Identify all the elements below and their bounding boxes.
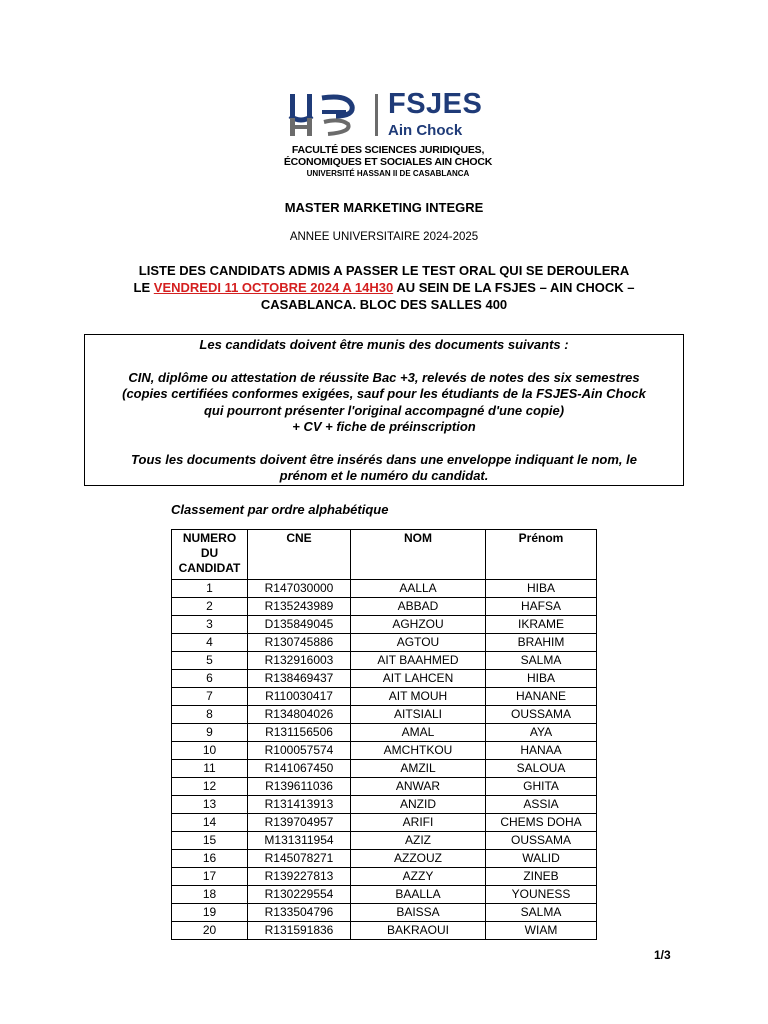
cell-number: 1 [172, 580, 248, 598]
cell-prenom: GHITA [486, 778, 597, 796]
cell-cne: R131591836 [248, 922, 351, 940]
table-row [172, 904, 597, 922]
cell-nom: AMZIL [351, 760, 486, 778]
university-emblem-icon [288, 92, 370, 138]
cell-number: 16 [172, 850, 248, 868]
cell-number: 4 [172, 634, 248, 652]
cell-prenom: WIAM [486, 922, 597, 940]
fsjes-logo [283, 88, 493, 184]
cell-number: 11 [172, 760, 248, 778]
cell-number: 20 [172, 922, 248, 940]
cell-cne: M131311954 [248, 832, 351, 850]
notice-intro: Les candidats doivent être munis des documents suivants : [199, 337, 569, 352]
cell-prenom: BRAHIM [486, 634, 597, 652]
cell-nom: AZZY [351, 868, 486, 886]
cell-number: 14 [172, 814, 248, 832]
cell-prenom: SALMA [486, 904, 597, 922]
faculty-line-1: FACULTÉ DES SCIENCES JURIDIQUES, [291, 144, 485, 156]
faculty-line-2: ÉCONOMIQUES ET SOCIALES AIN CHOCK [283, 156, 493, 168]
cell-nom: AGHZOU [351, 616, 486, 634]
cell-nom: AMCHTKOU [351, 742, 486, 760]
table-row [172, 832, 597, 850]
cell-prenom: HANANE [486, 688, 597, 706]
cell-prenom: IKRAME [486, 616, 597, 634]
documents-notice-box [84, 334, 684, 486]
cell-cne: R139704957 [248, 814, 351, 832]
candidates-table [171, 529, 597, 940]
notice-envelope-line-1: Tous les documents doivent être insérés dans une enveloppe indiquant le nom, le [131, 451, 637, 467]
logo-subtitle: Ain Chock [388, 122, 463, 139]
cell-number: 13 [172, 796, 248, 814]
table-row [172, 688, 597, 706]
table-row [172, 850, 597, 868]
sort-order-label: Classement par ordre alphabétique [171, 502, 389, 517]
cell-prenom: AYA [486, 724, 597, 742]
table-header-row [172, 530, 597, 580]
cell-number: 3 [172, 616, 248, 634]
cell-cne: R139611036 [248, 778, 351, 796]
heading-line-2 [0, 279, 768, 296]
cell-nom: AGTOU [351, 634, 486, 652]
cell-cne: R141067450 [248, 760, 351, 778]
cell-nom: AIT BAAHMED [351, 652, 486, 670]
cell-prenom: HANAA [486, 742, 597, 760]
notice-docs-line-4: + CV + fiche de préinscription [292, 419, 476, 434]
table-row [172, 580, 597, 598]
cell-prenom: OUSSAMA [486, 832, 597, 850]
cell-number: 7 [172, 688, 248, 706]
table-row [172, 724, 597, 742]
cell-number: 18 [172, 886, 248, 904]
exam-date: VENDREDI 11 OCTOBRE 2024 A 14H30 [153, 280, 394, 295]
program-title: MASTER MARKETING INTEGRE [284, 200, 484, 215]
cell-prenom: SALMA [486, 652, 597, 670]
table-row [172, 670, 597, 688]
cell-nom: ARIFI [351, 814, 486, 832]
table-row [172, 868, 597, 886]
cell-prenom: HAFSA [486, 598, 597, 616]
cell-prenom: OUSSAMA [486, 706, 597, 724]
header-cne: CNE [248, 530, 351, 580]
cell-number: 9 [172, 724, 248, 742]
cell-number: 2 [172, 598, 248, 616]
cell-nom: ABBAD [351, 598, 486, 616]
faculty-name [268, 144, 508, 179]
table-row [172, 616, 597, 634]
cell-prenom: CHEMS DOHA [486, 814, 597, 832]
cell-cne: R130745886 [248, 634, 351, 652]
cell-cne: R130229554 [248, 886, 351, 904]
cell-prenom: HIBA [486, 580, 597, 598]
cell-cne: R147030000 [248, 580, 351, 598]
header-prenom: Prénom [486, 530, 597, 580]
cell-cne: R139227813 [248, 868, 351, 886]
cell-number: 12 [172, 778, 248, 796]
notice-docs-line-3: qui pourront présenter l'original accompagné d'une copie) [203, 402, 565, 418]
header-candidate-number: NUMERO DU CANDIDAT [172, 530, 248, 580]
cell-prenom: ASSIA [486, 796, 597, 814]
cell-nom: BAISSA [351, 904, 486, 922]
table-row [172, 922, 597, 940]
heading-line-1: LISTE DES CANDIDATS ADMIS A PASSER LE TEST ORAL QUI SE DEROULERA [138, 263, 630, 278]
cell-nom: AIT MOUH [351, 688, 486, 706]
cell-cne: R100057574 [248, 742, 351, 760]
cell-cne: R135243989 [248, 598, 351, 616]
cell-cne: R131413913 [248, 796, 351, 814]
cell-cne: R138469437 [248, 670, 351, 688]
heading-prefix: LE [133, 280, 151, 295]
cell-nom: AZIZ [351, 832, 486, 850]
cell-cne: D135849045 [248, 616, 351, 634]
table-row [172, 742, 597, 760]
cell-nom: AMAL [351, 724, 486, 742]
cell-number: 10 [172, 742, 248, 760]
cell-number: 8 [172, 706, 248, 724]
table-row [172, 706, 597, 724]
notice-envelope-line-2: prénom et le numéro du candidat. [279, 468, 489, 483]
cell-number: 6 [172, 670, 248, 688]
academic-year: ANNEE UNIVERSITAIRE 2024-2025 [289, 231, 479, 243]
cell-nom: AIT LAHCEN [351, 670, 486, 688]
header-nom: NOM [351, 530, 486, 580]
table-row [172, 814, 597, 832]
cell-prenom: ZINEB [486, 868, 597, 886]
page-number: 1/3 [654, 948, 671, 962]
table-row [172, 778, 597, 796]
announcement-heading [0, 262, 768, 313]
cell-nom: AZZOUZ [351, 850, 486, 868]
cell-nom: BAALLA [351, 886, 486, 904]
cell-nom: AALLA [351, 580, 486, 598]
table-row [172, 760, 597, 778]
cell-cne: R110030417 [248, 688, 351, 706]
cell-nom: ANWAR [351, 778, 486, 796]
cell-cne: R132916003 [248, 652, 351, 670]
cell-cne: R134804026 [248, 706, 351, 724]
cell-nom: ANZID [351, 796, 486, 814]
table-row [172, 796, 597, 814]
cell-prenom: WALID [486, 850, 597, 868]
table-row [172, 886, 597, 904]
cell-number: 17 [172, 868, 248, 886]
cell-prenom: HIBA [486, 670, 597, 688]
cell-nom: AITSIALI [351, 706, 486, 724]
cell-nom: BAKRAOUI [351, 922, 486, 940]
cell-cne: R133504796 [248, 904, 351, 922]
cell-cne: R131156506 [248, 724, 351, 742]
table-row [172, 634, 597, 652]
university-line: UNIVERSITÉ HASSAN II DE CASABLANCA [306, 169, 470, 178]
cell-prenom: YOUNESS [486, 886, 597, 904]
notice-docs-line-1: CIN, diplôme ou attestation de réussite Bac +3, relevés de notes des six semestres [128, 369, 640, 385]
cell-number: 15 [172, 832, 248, 850]
table-body [172, 580, 597, 940]
cell-prenom: SALOUA [486, 760, 597, 778]
table-row [172, 598, 597, 616]
table-row [172, 652, 597, 670]
cell-number: 19 [172, 904, 248, 922]
notice-docs-line-2: (copies certifiées conformes exigées, sauf pour les étudiants de la FSJES-Ain Chock [122, 386, 646, 401]
cell-cne: R145078271 [248, 850, 351, 868]
logo-name: FSJES [388, 88, 483, 120]
heading-line-3: CASABLANCA. BLOC DES SALLES 400 [260, 297, 508, 312]
logo-separator [375, 94, 378, 136]
cell-number: 5 [172, 652, 248, 670]
heading-suffix: AU SEIN DE LA FSJES – AIN CHOCK – [396, 280, 635, 295]
